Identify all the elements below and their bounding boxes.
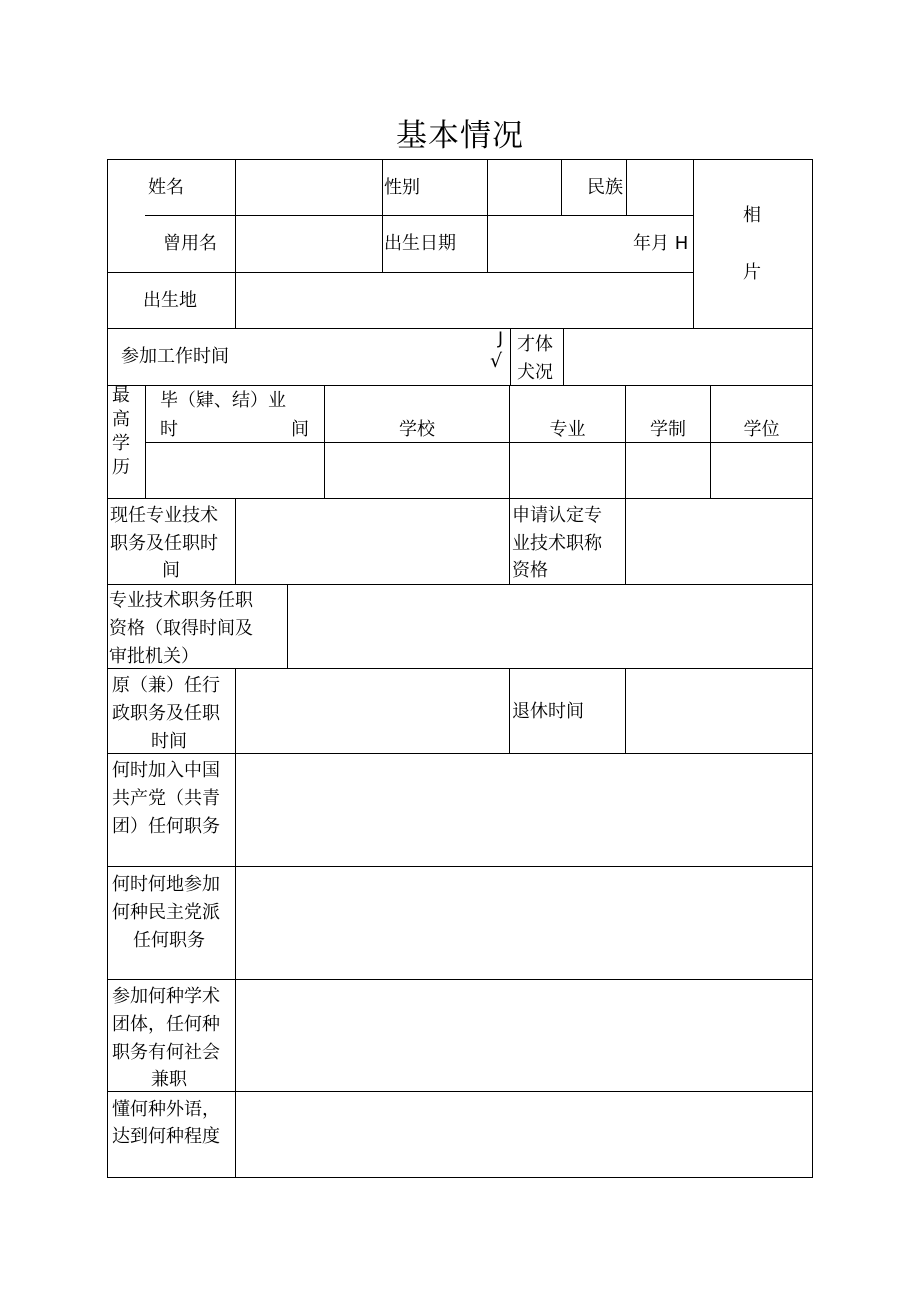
birth-date-label: 出生日期 [384, 233, 456, 254]
duration-label: 学制 [650, 419, 686, 440]
degree-label: 学位 [743, 419, 780, 440]
democratic-party-label: 何种民主党派 [112, 902, 220, 923]
current-title-label: 职务及任职时 [110, 533, 218, 554]
graduation-time-label-a: 时 [160, 419, 178, 440]
academic-label: 兼职 [151, 1069, 187, 1090]
education-label-char: 高 [112, 409, 130, 430]
party-field[interactable] [236, 754, 812, 866]
current-title-label: 现任专业技术 [110, 505, 218, 526]
photo-label-1: 相 [743, 205, 761, 226]
admin-post-label: 时间 [151, 731, 187, 752]
democratic-party-label: 何时何地参加 [112, 874, 220, 895]
ethnicity-label: 民族 [587, 177, 623, 198]
page-title: 基本情况 [396, 118, 524, 154]
retire-field[interactable] [626, 669, 812, 753]
academic-label: 团体，任何种 [112, 1014, 220, 1035]
ethnicity-field[interactable] [627, 160, 693, 215]
col-line [693, 159, 694, 329]
col-line [510, 328, 511, 386]
school-field[interactable] [325, 443, 509, 498]
row-line [145, 215, 694, 216]
birthplace-field[interactable] [236, 273, 693, 328]
row-line [107, 385, 813, 386]
mark-1: J [498, 329, 504, 349]
current-title-label: 间 [162, 560, 180, 581]
graduation-time-field[interactable] [146, 443, 324, 498]
apply-title-label: 业技术职称 [512, 533, 602, 554]
education-label-char: 最 [112, 385, 130, 406]
former-name-label: 曾用名 [163, 233, 217, 254]
qualification-field[interactable] [288, 585, 812, 668]
school-label: 学校 [399, 419, 435, 440]
gender-label: 性别 [384, 177, 420, 198]
admin-post-label: 原（兼）任行 [112, 675, 220, 696]
graduation-time-label: 毕（肄、结）业 [160, 390, 286, 411]
birth-date-suffix: 年月 H [633, 233, 689, 254]
democratic-party-label: 任何职务 [133, 930, 205, 951]
table-border-top [107, 159, 813, 160]
apply-title-field[interactable] [626, 499, 812, 584]
language-label: 达到何种程度 [112, 1126, 220, 1147]
work-start-label: 参加工作时间 [121, 346, 229, 367]
academic-field[interactable] [236, 980, 812, 1091]
current-title-field[interactable] [236, 499, 509, 584]
col-line [509, 498, 510, 585]
academic-label: 职务有何社会 [112, 1042, 220, 1063]
name-field[interactable] [236, 160, 382, 215]
col-line [561, 159, 562, 216]
qualification-label: 资格（取得时间及 [109, 618, 253, 639]
check-mark: √ [490, 350, 503, 372]
party-label: 团）任何职务 [112, 816, 220, 837]
major-field[interactable] [510, 443, 625, 498]
democratic-party-field[interactable] [236, 867, 812, 979]
name-label: 姓名 [148, 177, 184, 198]
former-name-field[interactable] [236, 216, 382, 272]
admin-post-label: 政职务及任职 [112, 703, 220, 724]
photo-label-2: 片 [743, 262, 761, 283]
birthplace-label: 出生地 [143, 290, 197, 311]
health-field[interactable] [564, 329, 812, 385]
col-line [509, 668, 510, 754]
qualification-label: 审批机关） [109, 646, 199, 667]
duration-field[interactable] [626, 443, 710, 498]
education-label-char: 学 [112, 433, 130, 454]
col-line [382, 159, 383, 273]
retire-label: 退休时间 [512, 701, 584, 722]
party-label: 共产党（共青 [112, 788, 220, 809]
gender-field[interactable] [488, 160, 561, 215]
health-label-2: 犬况 [517, 362, 553, 383]
apply-title-label: 资格 [512, 560, 548, 581]
academic-label: 参加何种学术 [112, 986, 220, 1007]
work-start-field[interactable] [300, 329, 480, 385]
apply-title-label: 申请认定专 [512, 505, 602, 526]
qualification-label: 专业技术职务任职 [109, 590, 253, 611]
language-field[interactable] [236, 1092, 812, 1177]
graduation-time-label-b: 间 [291, 419, 309, 440]
table-border-bottom [107, 1177, 813, 1178]
party-label: 何时加入中国 [112, 760, 220, 781]
health-label-1: 才体 [517, 334, 553, 355]
major-label: 专业 [549, 419, 586, 440]
education-label-char: 历 [112, 457, 130, 478]
degree-field[interactable] [711, 443, 812, 498]
admin-post-field[interactable] [236, 669, 509, 753]
language-label: 懂何种外语， [112, 1099, 220, 1120]
